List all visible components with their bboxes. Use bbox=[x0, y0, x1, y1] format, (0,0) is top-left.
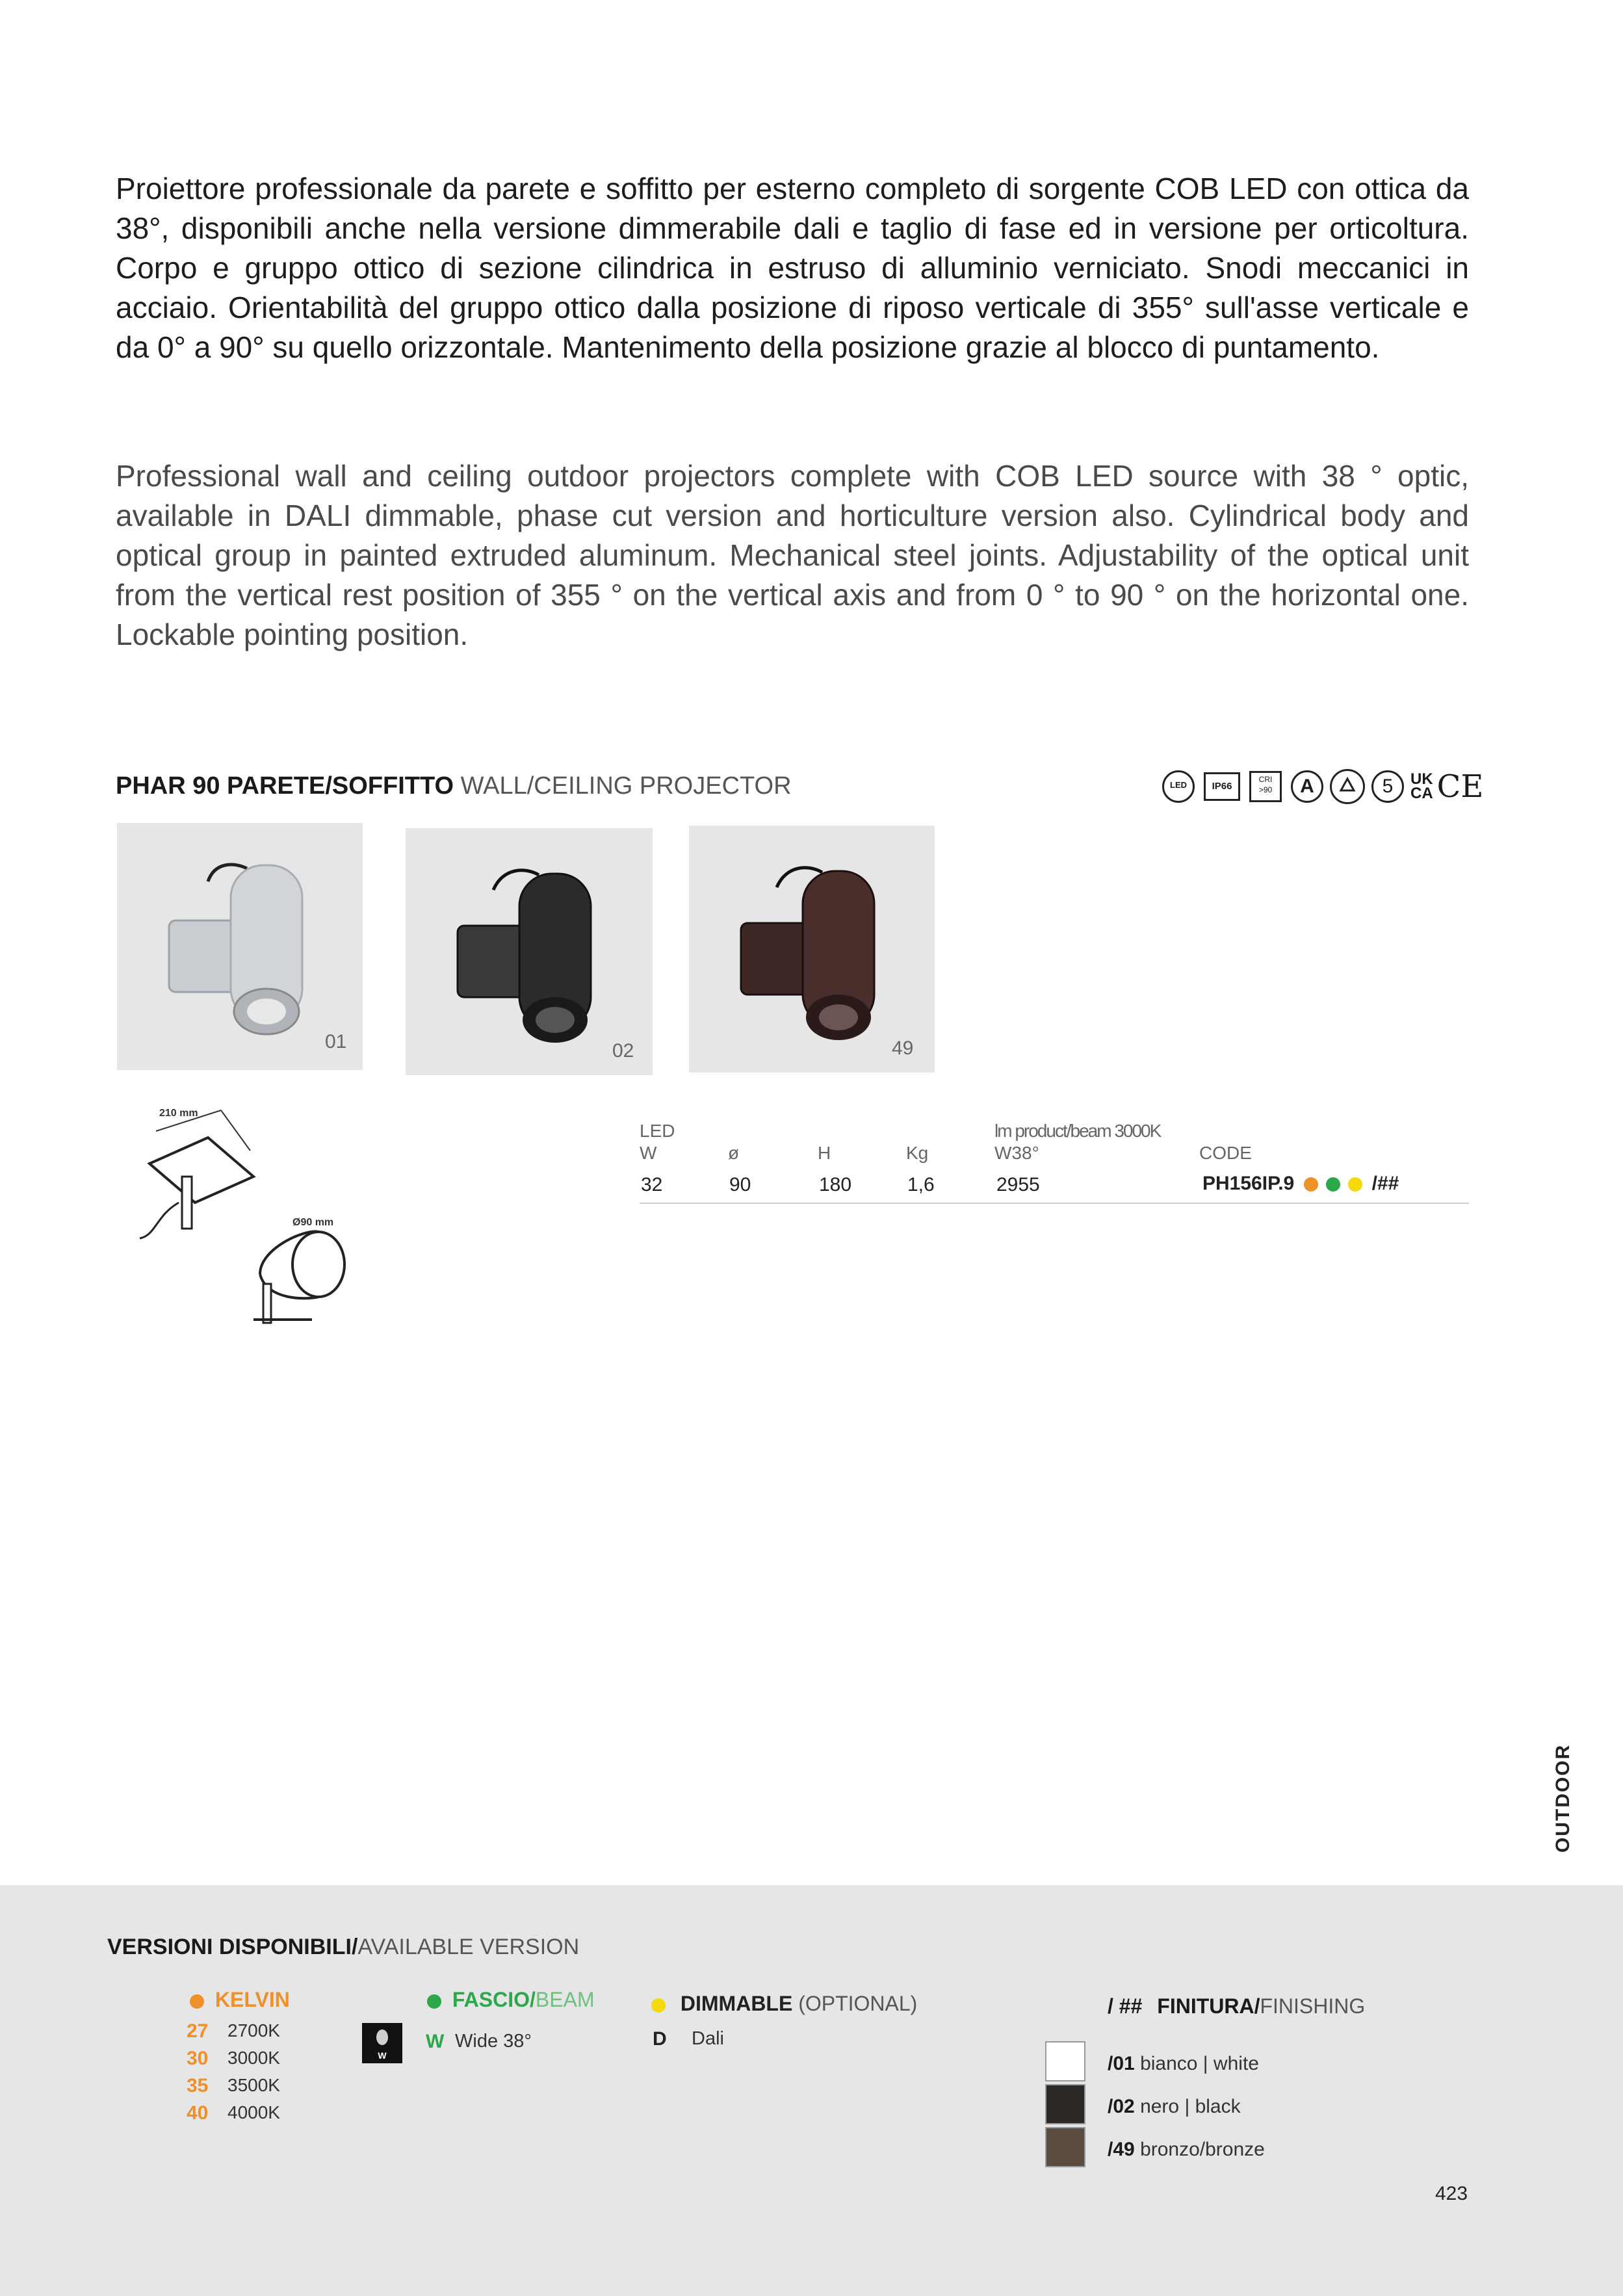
finish-code-49: /49 bbox=[1108, 2139, 1135, 2160]
beam-icon-letter: W bbox=[378, 2050, 387, 2061]
kelvin-value-2700: 2700K bbox=[227, 2020, 280, 2041]
beam-label-bold: FASCIO/ bbox=[452, 1988, 536, 2011]
recycle-icon bbox=[1330, 769, 1365, 804]
page-number: 423 bbox=[1435, 2183, 1468, 2204]
description-english: Professional wall and ceiling outdoor projectors complete with COB LED source with 38 ° optic, available in DALI dimmable, phase cut version and horticulture version also. Cylindrical body and optical group in painted extruded aluminum. Mechanical steel joints. Adjustability of the optical unit from the vertical rest position of 355 ° on the vertical axis and from 0 ° to 90 ° on the horizontal one. Lockable pointing position. bbox=[116, 459, 1469, 651]
ce-icon: CE bbox=[1436, 768, 1484, 805]
beam-label-light: BEAM bbox=[535, 1988, 595, 2011]
header-height: H bbox=[818, 1143, 831, 1163]
photo-label-02: 02 bbox=[612, 1040, 634, 1062]
versions-title-bold: VERSIONI DISPONIBILI/ bbox=[107, 1935, 358, 1959]
versions-title-light: AVAILABLE VERSION bbox=[357, 1935, 580, 1959]
ukca-bottom: CA bbox=[1410, 785, 1433, 802]
value-diameter: 90 bbox=[729, 1174, 751, 1195]
swatch-bronze bbox=[1045, 2127, 1085, 2167]
beam-code: W bbox=[426, 2031, 445, 2052]
finish-black bbox=[1108, 2096, 1241, 2118]
kelvin-value-4000: 4000K bbox=[227, 2102, 280, 2122]
value-code bbox=[1202, 1173, 1399, 1195]
dimmable-label-light: (OPTIONAL) bbox=[798, 1992, 918, 2015]
kelvin-value-3000: 3000K bbox=[227, 2048, 280, 2068]
product-name-bold: PHAR 90 PARETE/SOFFITTO bbox=[116, 772, 454, 800]
swatch-black bbox=[1045, 2084, 1085, 2124]
led-icon: LED bbox=[1162, 770, 1195, 803]
value-w: 32 bbox=[641, 1174, 663, 1195]
header-lumen: lm product/beam 3000K bbox=[994, 1121, 1161, 1141]
kelvin-value-3500: 3500K bbox=[227, 2075, 280, 2095]
header-diameter: ø bbox=[728, 1143, 740, 1163]
value-weight: 1,6 bbox=[907, 1174, 935, 1195]
finishing-label-bold: FINITURA/ bbox=[1157, 1994, 1260, 2018]
value-height: 180 bbox=[819, 1174, 852, 1195]
kelvin-header bbox=[190, 1988, 290, 2012]
beam-dot-icon bbox=[427, 1994, 441, 2009]
finish-code-01: /01 bbox=[1108, 2053, 1135, 2074]
diameter-dimension-label: Ø90 mm bbox=[292, 1217, 334, 1228]
ip66-icon: IP66 bbox=[1204, 772, 1240, 801]
product-photo-02 bbox=[406, 828, 653, 1075]
finish-value-49: bronzo/bronze bbox=[1140, 2139, 1265, 2160]
kelvin-code-40: 40 bbox=[187, 2102, 209, 2124]
energy-class-a-icon: A bbox=[1291, 770, 1323, 803]
finishing-label-light: FINISHING bbox=[1260, 1994, 1366, 2018]
finish-bronze bbox=[1108, 2139, 1265, 2161]
length-dimension-label: 210 mm bbox=[159, 1108, 198, 1119]
dimmable-dot-icon bbox=[651, 1998, 666, 2013]
kelvin-label: KELVIN bbox=[214, 1988, 290, 2011]
dimmable-code: D bbox=[653, 2028, 667, 2050]
value-lumen: 2955 bbox=[996, 1174, 1040, 1195]
dimmable-label-bold: DIMMABLE bbox=[680, 1992, 793, 2015]
table-divider bbox=[640, 1203, 1469, 1204]
beam-icon bbox=[362, 2023, 402, 2063]
technical-drawing bbox=[130, 1105, 364, 1333]
description-italian: Proiettore professionale da parete e soffitto per esterno completo di sorgente COB LED con ottica da 38°, disponibili anche nella versione dimmerabile dali e taglio di fase ed in versione per orticoltura. Corpo e gruppo ottico di sezione cilindrica in estruso di alluminio verniciato. Snodi meccanici in acciaio. Orientabilità del gruppo ottico dalla posizione di riposo verticale di 355° sull'asse verticale e da 0° a 90° su quello orizzontale. Mantenimento della posizione grazie al blocco di puntamento. bbox=[116, 172, 1469, 364]
beam-header bbox=[427, 1988, 595, 2012]
dimmable-dot bbox=[1348, 1177, 1362, 1192]
beam-dot bbox=[1326, 1177, 1340, 1192]
dimmable-value: Dali bbox=[692, 2028, 724, 2049]
finish-code-02: /02 bbox=[1108, 2096, 1135, 2117]
product-name-light: WALL/CEILING PROJECTOR bbox=[460, 772, 792, 800]
header-w: W bbox=[640, 1143, 657, 1163]
swatch-white bbox=[1045, 2041, 1085, 2081]
photo-label-01: 01 bbox=[325, 1031, 347, 1052]
product-title bbox=[116, 772, 792, 800]
photo-label-49: 49 bbox=[892, 1037, 914, 1059]
kelvin-dot bbox=[1304, 1177, 1318, 1192]
header-code: CODE bbox=[1199, 1143, 1252, 1163]
kelvin-code-27: 27 bbox=[187, 2020, 209, 2042]
product-photo-49 bbox=[689, 826, 935, 1073]
cri-label: CRI bbox=[1258, 775, 1273, 784]
side-tab-outdoor: OUTDOOR bbox=[1552, 1743, 1574, 1853]
code-text: PH156IP.9 bbox=[1202, 1173, 1295, 1194]
cri-value: >90 bbox=[1258, 785, 1273, 794]
finish-suffix: /## bbox=[1371, 1173, 1399, 1194]
header-led: LED bbox=[640, 1121, 675, 1141]
cri-icon bbox=[1249, 771, 1282, 802]
finishing-prefix: / ## bbox=[1108, 1994, 1143, 2018]
kelvin-code-35: 35 bbox=[187, 2075, 209, 2096]
finish-white bbox=[1108, 2053, 1259, 2075]
header-beam: W38° bbox=[994, 1143, 1039, 1163]
finish-value-01: bianco | white bbox=[1140, 2053, 1259, 2074]
five-year-warranty-icon: 5 bbox=[1371, 770, 1404, 803]
beam-value: Wide 38° bbox=[455, 2031, 532, 2052]
kelvin-code-30: 30 bbox=[187, 2048, 209, 2069]
certifications bbox=[1162, 770, 1483, 803]
versions-title bbox=[107, 1935, 579, 1960]
header-weight: Kg bbox=[906, 1143, 929, 1163]
kelvin-dot-icon bbox=[190, 1994, 204, 2009]
ukca-top: UK bbox=[1410, 770, 1433, 788]
dimmable-header bbox=[651, 1992, 917, 2016]
finishing-header bbox=[1108, 1994, 1365, 2018]
ukca-icon bbox=[1410, 772, 1433, 801]
finish-value-02: nero | black bbox=[1140, 2096, 1241, 2117]
product-photo-01 bbox=[117, 823, 363, 1070]
